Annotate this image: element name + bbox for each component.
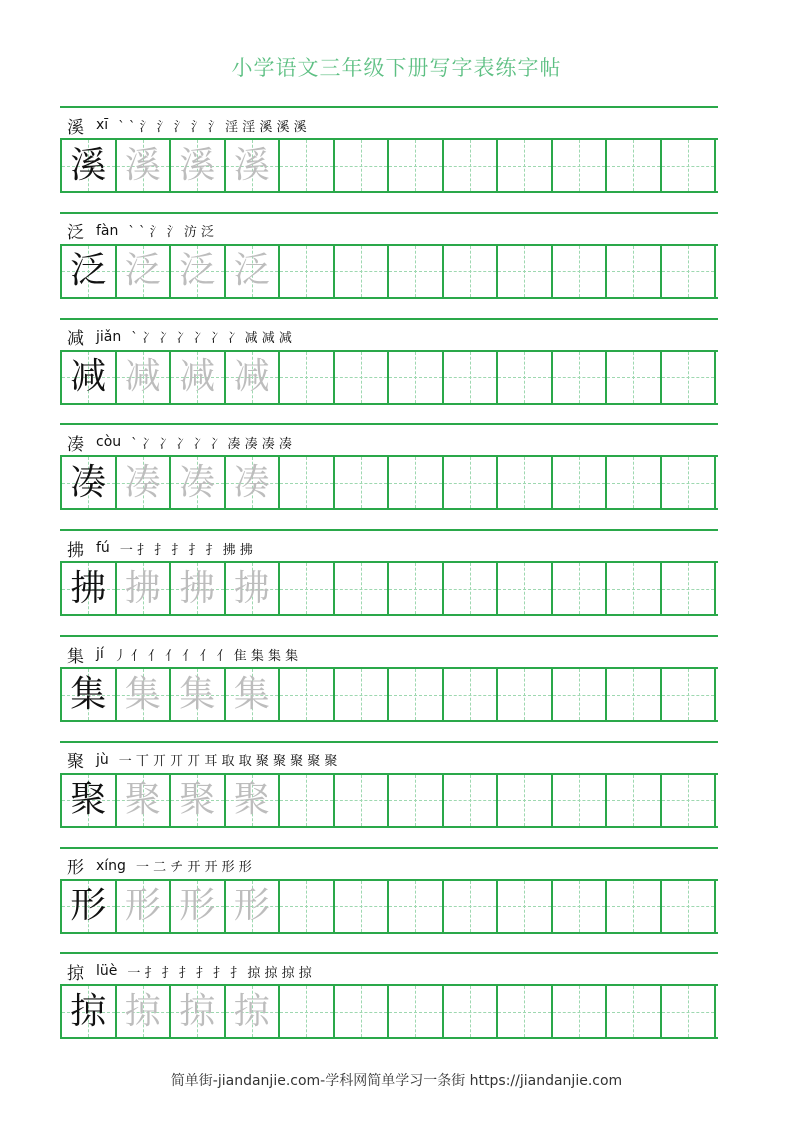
- guide-line-horizontal: [553, 695, 606, 696]
- blank-cell: [444, 881, 499, 932]
- model-cell: [62, 246, 117, 297]
- blank-cell: [498, 986, 553, 1037]
- blank-cell: [280, 246, 335, 297]
- header-character: 减: [67, 329, 84, 350]
- guide-line-horizontal: [498, 377, 551, 378]
- blank-cell: [662, 457, 717, 508]
- trace-character: 凑: [179, 461, 216, 503]
- blank-cell: [280, 775, 335, 826]
- tianzige-grid: [60, 667, 718, 722]
- blank-cell: [389, 986, 444, 1037]
- trace-cell: [117, 881, 172, 932]
- trace-character: 掠: [233, 990, 270, 1032]
- stroke-order: 一 丅 丌 丌 丌 耳 取 取 聚 聚 聚 聚 聚: [118, 754, 338, 770]
- pinyin: xī: [96, 117, 109, 133]
- guide-line-horizontal: [498, 800, 551, 801]
- guide-line-horizontal: [607, 906, 660, 907]
- blank-cell: [444, 140, 499, 191]
- guide-line-horizontal: [335, 800, 388, 801]
- pinyin: jù: [96, 751, 109, 768]
- blank-cell: [389, 881, 444, 932]
- blank-cell: [662, 775, 717, 826]
- trace-cell: [171, 457, 226, 508]
- guide-line-horizontal: [335, 589, 388, 590]
- guide-line-horizontal: [553, 377, 606, 378]
- blank-cell: [553, 246, 608, 297]
- model-cell: [62, 986, 117, 1037]
- trace-character: 集: [233, 673, 270, 715]
- model-character: 聚: [70, 779, 107, 821]
- blank-cell: [662, 563, 717, 614]
- guide-line-horizontal: [389, 800, 442, 801]
- trace-cell: [171, 352, 226, 403]
- pinyin: jí: [96, 646, 104, 662]
- trace-character: 拂: [233, 567, 270, 609]
- blank-cell: [553, 140, 608, 191]
- trace-character: 形: [179, 885, 216, 927]
- stroke-order: 一 扌 扌 扌 扌 扌 拂 拂: [119, 542, 253, 558]
- trace-cell: [171, 246, 226, 297]
- guide-line-horizontal: [607, 271, 660, 272]
- trace-cell: [171, 775, 226, 826]
- row-header: [67, 218, 717, 244]
- trace-character: 泛: [124, 250, 161, 292]
- pinyin: còu: [96, 434, 122, 451]
- model-cell: [62, 457, 117, 508]
- stroke-order: 一 扌 扌 扌 扌 扌 扌 掠 掠 掠 掠: [127, 965, 312, 981]
- blank-cell: [662, 881, 717, 932]
- blank-cell: [280, 669, 335, 720]
- guide-line-horizontal: [335, 695, 388, 696]
- blank-cell: [607, 775, 662, 826]
- trace-cell: [117, 457, 172, 508]
- blank-cell: [389, 669, 444, 720]
- trace-character: 集: [179, 673, 216, 715]
- guide-line-horizontal: [280, 589, 333, 590]
- blank-cell: [335, 669, 390, 720]
- trace-character: 溪: [179, 144, 216, 186]
- tianzige-grid: [60, 244, 718, 299]
- guide-line-horizontal: [498, 1012, 551, 1013]
- guide-line-horizontal: [280, 166, 333, 167]
- guide-line-horizontal: [335, 377, 388, 378]
- row-divider: [60, 847, 718, 849]
- blank-cell: [498, 140, 553, 191]
- tianzige-grid: [60, 138, 718, 193]
- guide-line-horizontal: [280, 906, 333, 907]
- blank-cell: [607, 352, 662, 403]
- guide-line-horizontal: [607, 483, 660, 484]
- model-cell: [62, 140, 117, 191]
- guide-line-horizontal: [662, 906, 715, 907]
- guide-line-horizontal: [280, 800, 333, 801]
- row-header: [67, 641, 717, 667]
- blank-cell: [607, 881, 662, 932]
- guide-line-horizontal: [662, 271, 715, 272]
- blank-cell: [280, 563, 335, 614]
- trace-character: 减: [233, 356, 270, 398]
- blank-cell: [444, 669, 499, 720]
- trace-cell: [117, 669, 172, 720]
- guide-line-horizontal: [607, 1012, 660, 1013]
- guide-line-horizontal: [607, 589, 660, 590]
- header-character: 聚: [67, 752, 84, 773]
- guide-line-horizontal: [389, 271, 442, 272]
- guide-line-horizontal: [389, 483, 442, 484]
- blank-cell: [280, 986, 335, 1037]
- trace-cell: [226, 881, 281, 932]
- blank-cell: [553, 986, 608, 1037]
- header-character: 泛: [67, 223, 84, 244]
- blank-cell: [444, 246, 499, 297]
- stroke-order: ` 冫 冫 冫 冫 冫 凑 凑 凑 凑: [131, 436, 292, 452]
- model-character: 溪: [70, 144, 107, 186]
- blank-cell: [389, 563, 444, 614]
- trace-cell: [171, 986, 226, 1037]
- trace-cell: [226, 775, 281, 826]
- trace-character: 减: [124, 356, 161, 398]
- blank-cell: [280, 140, 335, 191]
- trace-cell: [226, 246, 281, 297]
- header-character: 集: [67, 646, 84, 667]
- guide-line-horizontal: [498, 271, 551, 272]
- trace-character: 减: [179, 356, 216, 398]
- blank-cell: [662, 986, 717, 1037]
- model-cell: [62, 563, 117, 614]
- pinyin: fàn: [96, 222, 119, 239]
- header-character: 拂: [67, 540, 84, 561]
- trace-character: 聚: [179, 779, 216, 821]
- guide-line-horizontal: [444, 271, 497, 272]
- guide-line-horizontal: [444, 377, 497, 378]
- blank-cell: [607, 140, 662, 191]
- guide-line-horizontal: [389, 695, 442, 696]
- pinyin: fú: [96, 540, 110, 557]
- stroke-order: ` 冫 冫 冫 冫 冫 冫 减 减 减: [131, 331, 292, 347]
- stroke-order: 丿 亻 亻 亻 亻 亻 亻 隹 集 集 集: [113, 648, 299, 664]
- guide-line-horizontal: [662, 695, 715, 696]
- guide-line-horizontal: [498, 166, 551, 167]
- pinyin: xíng: [96, 857, 126, 874]
- row-divider: [60, 212, 718, 214]
- blank-cell: [444, 775, 499, 826]
- model-character: 形: [70, 885, 107, 927]
- trace-character: 泛: [179, 250, 216, 292]
- footer-text: 简单街-jiandanjie.com-学科网简单学习一条街 https://jiandanjie.com: [170, 1073, 623, 1089]
- guide-line-horizontal: [335, 906, 388, 907]
- guide-line-horizontal: [444, 166, 497, 167]
- blank-cell: [607, 669, 662, 720]
- guide-line-horizontal: [607, 695, 660, 696]
- guide-line-horizontal: [498, 589, 551, 590]
- trace-cell: [117, 352, 172, 403]
- blank-cell: [553, 563, 608, 614]
- trace-character: 掠: [179, 990, 216, 1032]
- header-character: 凑: [67, 434, 84, 455]
- blank-cell: [389, 140, 444, 191]
- guide-line-horizontal: [389, 906, 442, 907]
- row-header: [67, 112, 717, 138]
- blank-cell: [389, 457, 444, 508]
- blank-cell: [335, 563, 390, 614]
- model-cell: [62, 775, 117, 826]
- guide-line-horizontal: [444, 695, 497, 696]
- tianzige-grid: [60, 350, 718, 405]
- guide-line-horizontal: [389, 589, 442, 590]
- blank-cell: [335, 775, 390, 826]
- row-header: [67, 429, 717, 455]
- row-divider: [60, 318, 718, 320]
- blank-cell: [444, 457, 499, 508]
- trace-cell: [226, 352, 281, 403]
- trace-cell: [171, 140, 226, 191]
- blank-cell: [662, 669, 717, 720]
- guide-line-horizontal: [662, 166, 715, 167]
- trace-character: 拂: [179, 567, 216, 609]
- trace-cell: [226, 669, 281, 720]
- trace-cell: [226, 986, 281, 1037]
- blank-cell: [335, 140, 390, 191]
- header-character: 掠: [67, 963, 84, 984]
- guide-line-horizontal: [444, 1012, 497, 1013]
- stroke-order: ` ˋ 氵 氵 汸 泛: [128, 225, 215, 241]
- pinyin: jiǎn: [96, 328, 122, 345]
- blank-cell: [553, 881, 608, 932]
- row-divider: [60, 741, 718, 743]
- blank-cell: [662, 246, 717, 297]
- row-header: [67, 853, 717, 879]
- row-header: [67, 324, 717, 350]
- guide-line-horizontal: [498, 906, 551, 907]
- blank-cell: [498, 563, 553, 614]
- header-character: 溪: [67, 117, 84, 138]
- guide-line-horizontal: [662, 589, 715, 590]
- guide-line-horizontal: [280, 271, 333, 272]
- page-title: 小学语文三年级下册写字表练字帖: [231, 56, 562, 80]
- trace-character: 聚: [233, 779, 270, 821]
- tianzige-grid: [60, 984, 718, 1039]
- guide-line-horizontal: [662, 483, 715, 484]
- trace-cell: [171, 881, 226, 932]
- row-divider: [60, 635, 718, 637]
- guide-line-horizontal: [498, 695, 551, 696]
- blank-cell: [498, 246, 553, 297]
- trace-character: 形: [124, 885, 161, 927]
- model-character: 减: [70, 356, 107, 398]
- model-character: 泛: [70, 250, 107, 292]
- row-header: [67, 535, 717, 561]
- pinyin: lüè: [96, 963, 118, 980]
- blank-cell: [335, 986, 390, 1037]
- guide-line-horizontal: [335, 483, 388, 484]
- guide-line-horizontal: [607, 166, 660, 167]
- blank-cell: [389, 352, 444, 403]
- blank-cell: [662, 352, 717, 403]
- blank-cell: [335, 881, 390, 932]
- guide-line-horizontal: [280, 1012, 333, 1013]
- trace-cell: [226, 563, 281, 614]
- trace-cell: [171, 669, 226, 720]
- guide-line-horizontal: [553, 800, 606, 801]
- guide-line-horizontal: [444, 483, 497, 484]
- tianzige-grid: [60, 879, 718, 934]
- guide-line-horizontal: [335, 1012, 388, 1013]
- blank-cell: [607, 457, 662, 508]
- trace-character: 泛: [233, 250, 270, 292]
- guide-line-horizontal: [444, 800, 497, 801]
- blank-cell: [280, 352, 335, 403]
- blank-cell: [444, 352, 499, 403]
- blank-cell: [607, 563, 662, 614]
- trace-character: 集: [124, 673, 161, 715]
- blank-cell: [335, 352, 390, 403]
- stroke-order: 一 二 チ 开 开 形 形: [135, 860, 252, 876]
- guide-line-horizontal: [444, 906, 497, 907]
- guide-line-horizontal: [553, 166, 606, 167]
- blank-cell: [444, 986, 499, 1037]
- guide-line-horizontal: [662, 800, 715, 801]
- blank-cell: [553, 457, 608, 508]
- model-character: 拂: [70, 567, 107, 609]
- guide-line-horizontal: [553, 1012, 606, 1013]
- model-cell: [62, 352, 117, 403]
- trace-character: 形: [233, 885, 270, 927]
- blank-cell: [607, 246, 662, 297]
- guide-line-horizontal: [607, 377, 660, 378]
- trace-cell: [117, 563, 172, 614]
- guide-line-horizontal: [444, 589, 497, 590]
- blank-cell: [389, 775, 444, 826]
- blank-cell: [662, 140, 717, 191]
- guide-line-horizontal: [335, 271, 388, 272]
- trace-cell: [226, 457, 281, 508]
- blank-cell: [553, 775, 608, 826]
- guide-line-horizontal: [280, 695, 333, 696]
- guide-line-horizontal: [335, 166, 388, 167]
- tianzige-grid: [60, 561, 718, 616]
- blank-cell: [335, 246, 390, 297]
- row-divider: [60, 423, 718, 425]
- trace-character: 掠: [124, 990, 161, 1032]
- row-header: [67, 958, 717, 984]
- blank-cell: [498, 775, 553, 826]
- guide-line-horizontal: [607, 800, 660, 801]
- guide-line-horizontal: [389, 166, 442, 167]
- model-character: 凑: [70, 461, 107, 503]
- blank-cell: [553, 352, 608, 403]
- blank-cell: [280, 881, 335, 932]
- tianzige-grid: [60, 773, 718, 828]
- blank-cell: [498, 457, 553, 508]
- row-divider: [60, 952, 718, 954]
- trace-cell: [226, 140, 281, 191]
- trace-character: 拂: [124, 567, 161, 609]
- model-character: 掠: [70, 990, 107, 1032]
- guide-line-horizontal: [498, 483, 551, 484]
- blank-cell: [389, 246, 444, 297]
- guide-line-horizontal: [553, 483, 606, 484]
- blank-cell: [498, 881, 553, 932]
- row-divider: [60, 529, 718, 531]
- trace-cell: [117, 140, 172, 191]
- row-divider: [60, 106, 718, 108]
- trace-character: 溪: [124, 144, 161, 186]
- guide-line-horizontal: [389, 1012, 442, 1013]
- guide-line-horizontal: [662, 1012, 715, 1013]
- trace-character: 聚: [124, 779, 161, 821]
- blank-cell: [280, 457, 335, 508]
- blank-cell: [335, 457, 390, 508]
- trace-cell: [117, 775, 172, 826]
- blank-cell: [498, 669, 553, 720]
- trace-character: 溪: [233, 144, 270, 186]
- model-cell: [62, 669, 117, 720]
- row-header: [67, 747, 717, 773]
- guide-line-horizontal: [280, 483, 333, 484]
- guide-line-horizontal: [280, 377, 333, 378]
- blank-cell: [607, 986, 662, 1037]
- blank-cell: [444, 563, 499, 614]
- trace-cell: [117, 246, 172, 297]
- tianzige-grid: [60, 455, 718, 510]
- guide-line-horizontal: [662, 377, 715, 378]
- stroke-order: ` ˋ 氵 氵 氵 氵 氵 淫 淫 溪 溪 溪: [118, 119, 307, 135]
- header-character: 形: [67, 858, 84, 879]
- model-cell: [62, 881, 117, 932]
- guide-line-horizontal: [553, 271, 606, 272]
- guide-line-horizontal: [553, 906, 606, 907]
- trace-character: 凑: [233, 461, 270, 503]
- trace-cell: [171, 563, 226, 614]
- blank-cell: [553, 669, 608, 720]
- blank-cell: [498, 352, 553, 403]
- guide-line-horizontal: [553, 589, 606, 590]
- guide-line-horizontal: [389, 377, 442, 378]
- trace-character: 凑: [124, 461, 161, 503]
- trace-cell: [117, 986, 172, 1037]
- model-character: 集: [70, 673, 107, 715]
